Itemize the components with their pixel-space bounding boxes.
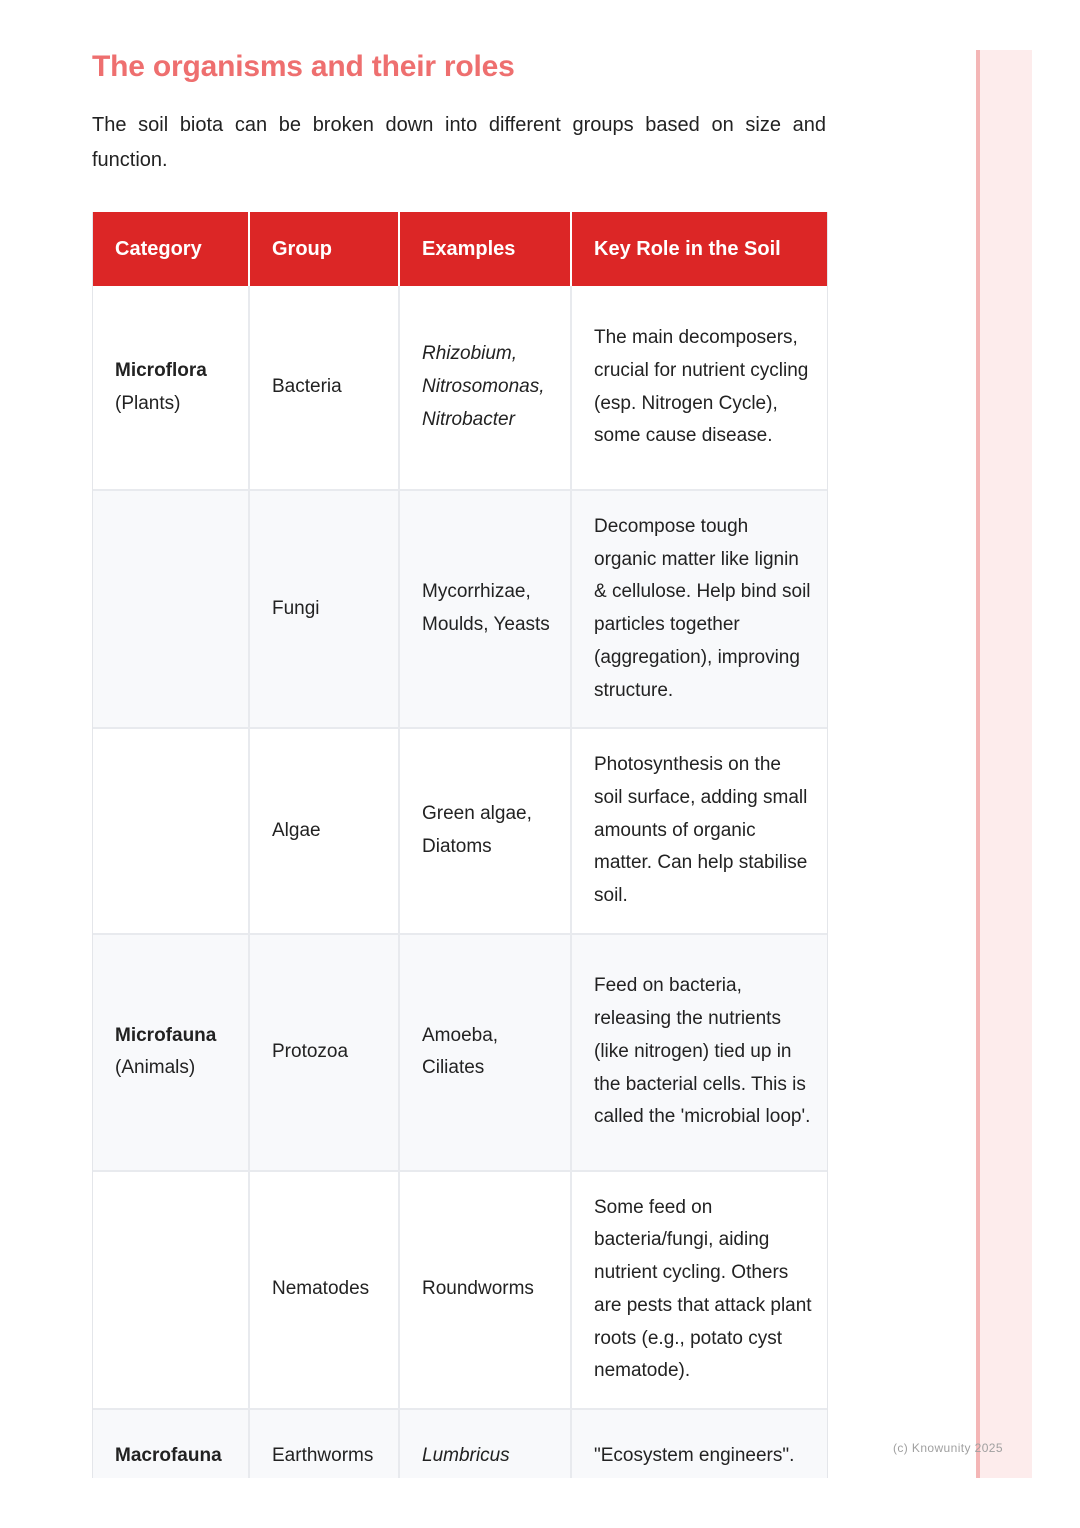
copyright-notice: (c) Knowunity 2025 [893, 1441, 1003, 1455]
category-cell [93, 1171, 249, 1409]
intro-paragraph: The soil biota can be broken down into different groups based on size and function. [92, 114, 826, 171]
table-header-row [93, 212, 827, 286]
group-cell: Algae [249, 728, 399, 934]
role-cell: "Ecosystem engineers". [571, 1409, 827, 1478]
role-cell: The main decomposers, crucial for nutrient cycling (esp. Nitrogen Cycle), some cause disease. [571, 286, 827, 490]
header-examples: Examples [399, 212, 571, 286]
header-group: Group [249, 212, 399, 286]
group-cell: Earthworms [249, 1409, 399, 1478]
category-name: Microfauna [115, 1024, 217, 1046]
table-row [93, 934, 827, 1171]
category-cell [93, 934, 249, 1171]
category-sub: (Plants) [115, 392, 181, 414]
examples-cell: Roundworms [399, 1171, 571, 1409]
group-cell: Fungi [249, 490, 399, 728]
table-row [93, 728, 827, 934]
examples-cell: Amoeba, Ciliates [399, 934, 571, 1171]
role-cell: Some feed on bacteria/fungi, aiding nutrient cycling. Others are pests that attack plant roots (e.g., potato cyst nematode). [571, 1171, 827, 1409]
table-row [93, 286, 827, 490]
examples-cell: Green algae, Diatoms [399, 728, 571, 934]
role-cell: Feed on bacteria, releasing the nutrients (like nitrogen) tied up in the bacterial cells. This is called the 'microbial loop'. [571, 934, 827, 1171]
category-cell [93, 1409, 249, 1478]
examples-cell: Lumbricus [399, 1409, 571, 1478]
examples-cell: Rhizobium, Nitrosomonas, Nitrobacter [399, 286, 571, 490]
table-row [93, 1409, 827, 1478]
category-sub: (Animals) [115, 1057, 196, 1079]
group-cell: Protozoa [249, 934, 399, 1171]
page-edge-band [976, 50, 1032, 1478]
category-cell [93, 728, 249, 934]
page-title: The organisms and their roles [92, 50, 515, 83]
category-name: Microflora [115, 359, 207, 381]
category-name: Macrofauna [115, 1444, 222, 1466]
category-cell [93, 490, 249, 728]
header-key-role: Key Role in the Soil [571, 212, 827, 286]
table-row [93, 490, 827, 728]
category-cell [93, 286, 249, 490]
group-cell: Nematodes [249, 1171, 399, 1409]
header-category: Category [93, 212, 249, 286]
role-cell: Photosynthesis on the soil surface, adding small amounts of organic matter. Can help stabilise soil. [571, 728, 827, 934]
table-row [93, 1171, 827, 1409]
examples-cell: Mycorrhizae, Moulds, Yeasts [399, 490, 571, 728]
soil-biota-table [92, 212, 828, 1478]
role-cell: Decompose tough organic matter like lignin & cellulose. Help bind soil particles together (aggregation), improving structure. [571, 490, 827, 728]
group-cell: Bacteria [249, 286, 399, 490]
